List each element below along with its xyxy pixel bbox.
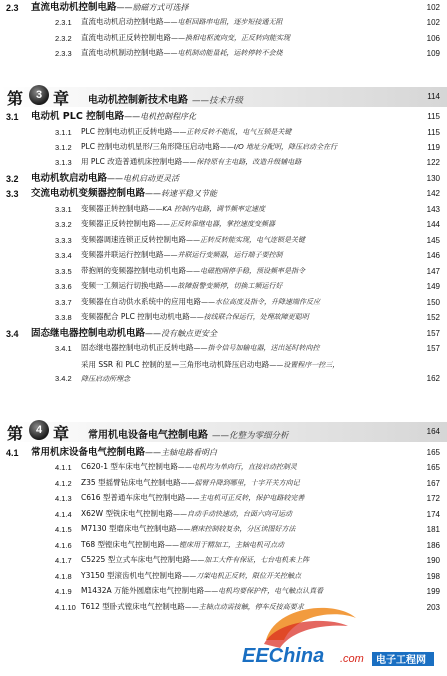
chapter-number-badge: 4 <box>29 420 49 440</box>
page-number: 167 <box>426 479 440 488</box>
subsection-note: ——镗床用于精加工，主轴电机可点动 <box>165 541 285 549</box>
page-number: 150 <box>426 298 440 307</box>
toc-subsection-row[interactable] <box>0 140 447 154</box>
logo-suffix-text: .com <box>340 653 364 665</box>
subsection-number: 4.1.1 <box>55 463 72 472</box>
chapter-zhang: 章 <box>53 89 70 108</box>
subsection-title: M1432A 万能外圆磨床电气控制电路——电机均要保护件，电气触点认真看 <box>81 586 324 595</box>
subsection-note: ——正转反转能实现，电气连锁是关键 <box>186 236 305 244</box>
subsection-note-continued: 降压启动所理念 <box>81 375 130 383</box>
page-number: 162 <box>426 374 440 383</box>
chapter-di: 第 <box>7 89 24 108</box>
chapter-note: ——化整为零细分析 <box>212 431 289 441</box>
subsection-number: 3.3.7 <box>55 298 72 307</box>
section-number: 3.4 <box>6 329 19 339</box>
toc-subsection-row[interactable] <box>0 155 447 169</box>
subsection-title: 用 PLC 改造普通机床控制电路——保持原有主电路，改造升级辅电路 <box>81 157 302 166</box>
subsection-number: 3.3.1 <box>55 205 72 214</box>
page-number: 199 <box>426 587 440 596</box>
page-number: 165 <box>426 463 440 472</box>
page-number: 147 <box>426 267 440 276</box>
subsection-title: 带抱闸的变频器控制电动机电路——电磁抱闸停手稳，预设频率是指令 <box>81 266 305 275</box>
toc-section-row[interactable] <box>0 0 447 14</box>
logo-cn-text: 电子工程网 <box>376 655 426 666</box>
subsection-number: 3.3.8 <box>55 313 72 322</box>
toc-subsection-row[interactable] <box>0 341 447 355</box>
page-number: 165 <box>426 448 440 457</box>
subsection-number: 2.3.3 <box>55 49 72 58</box>
page-number: 146 <box>426 251 440 260</box>
subsection-title: PLC 控制电动机正反转电路——正转反转不能乱，电气互锁是关键 <box>81 127 292 136</box>
subsection-title: C620-1 型车床电气控制电路——电机均为单向行，直接启动控制灵 <box>81 462 297 471</box>
subsection-title: 固态继电器控制电动机正反转电路——指令信号加输电器，送出延时转向控 <box>81 343 320 352</box>
subsection-number: 3.1.1 <box>55 128 72 137</box>
subsection-title: 变频一工频运行切换电路——故障报警变频停，切换工频运行好 <box>81 281 283 290</box>
subsection-note: ——换相电枢流向变，正反转向能实现 <box>171 34 290 42</box>
toc-subsection-row[interactable] <box>0 279 447 293</box>
toc-subsection-row[interactable] <box>0 217 447 231</box>
subsection-note: ——磨床控制较复杂，分区读图好方法 <box>176 525 296 533</box>
toc-subsection-row[interactable] <box>0 553 447 567</box>
subsection-note: ——加工大件有保证，七台电机来上阵 <box>190 556 310 564</box>
subsection-note: ——I/O 地址分配明，降压启动全在行 <box>219 143 338 151</box>
subsection-title: 变频器调速连锁正反转控制电路——正转反转能实现，电气连锁是关键 <box>81 235 305 244</box>
subsection-number: 4.1.6 <box>55 541 72 550</box>
page-number: 172 <box>426 494 440 503</box>
page-number: 157 <box>426 344 440 353</box>
chapter-heading[interactable] <box>0 419 447 445</box>
toc-subsection-row[interactable] <box>0 491 447 505</box>
page-number: 198 <box>426 572 440 581</box>
page-number: 174 <box>426 510 440 519</box>
chapter-title: 常用机电设备电气控制电路 ——化整为零细分析 <box>88 430 289 441</box>
section-note: ——没有触点更安全 <box>145 329 218 338</box>
subsection-number: 3.3.4 <box>55 251 72 260</box>
toc-section-row[interactable] <box>0 171 447 185</box>
subsection-number: 3.4.2 <box>55 374 72 383</box>
subsection-note: ——自动手动快速动，台面六向可运动 <box>172 510 292 518</box>
section-number: 2.3 <box>6 3 19 13</box>
subsection-title: 变频器正转控制电路——KA 控制内电路，调节频率定速度 <box>81 204 266 213</box>
section-note: ——电机控制程序化 <box>124 112 197 121</box>
subsection-number: 4.1.2 <box>55 479 72 488</box>
toc-section-row[interactable] <box>0 109 447 123</box>
page-number: 115 <box>427 112 440 121</box>
subsection-number: 4.1.3 <box>55 494 72 503</box>
subsection-note: ——保持原有主电路，改造升级辅电路 <box>182 158 302 166</box>
chapter-note: ——技术升级 <box>192 96 244 106</box>
page-number: 109 <box>426 49 440 58</box>
page-number: 106 <box>426 34 440 43</box>
page-number: 142 <box>426 189 440 198</box>
page-number: 145 <box>426 236 440 245</box>
subsection-title: 变频器在自动供水系统中的应用电路——水位高度及指令，升降速端作反应 <box>81 297 320 306</box>
subsection-number: 3.3.3 <box>55 236 72 245</box>
chapter-di: 第 <box>7 424 24 443</box>
page-number: 102 <box>426 18 440 27</box>
subsection-number: 3.1.2 <box>55 143 72 152</box>
subsection-number: 4.1.7 <box>55 556 72 565</box>
toc-subsection-row[interactable] <box>0 310 447 324</box>
subsection-note: ——电机均为单向行，直接启动控制灵 <box>177 463 297 471</box>
chapter-page-number: 164 <box>426 427 440 436</box>
chapter-zhang: 章 <box>53 424 70 443</box>
toc-subsection-row[interactable] <box>0 233 447 247</box>
subsection-title: T612 型卧式镗床电气控制电路——主轴点动需接触，停车反接高要求 <box>81 602 304 611</box>
subsection-number: 4.1.10 <box>55 603 76 612</box>
chapter-page-number: 114 <box>427 92 440 101</box>
subsection-number: 4.1.8 <box>55 572 72 581</box>
toc-subsection-row[interactable] <box>0 569 447 583</box>
section-note: ——电机启动更灵活 <box>107 174 180 183</box>
chapter-number-badge: 3 <box>29 85 49 105</box>
toc-subsection-row[interactable] <box>0 538 447 552</box>
page-number: 115 <box>427 128 440 137</box>
page-number: 149 <box>426 282 440 291</box>
section-title: 交流电动机变频器控制电路——转速平稳又节能 <box>31 188 218 199</box>
section-number: 3.2 <box>6 174 19 184</box>
subsection-title: M7130 型磨床电气控制电路——磨床控制较复杂，分区读图好方法 <box>81 524 296 533</box>
subsection-note: ——电磁抱闸停手稳，预设频率是指令 <box>186 267 305 275</box>
subsection-title: C5225 型立式车床电气控制电路——加工大件有保证，七台电机来上阵 <box>81 555 310 564</box>
subsection-title-continued <box>81 374 130 384</box>
page-number: 190 <box>426 556 440 565</box>
page-number: 102 <box>426 3 440 12</box>
subsection-number: 2.3.1 <box>55 18 72 27</box>
subsection-title: C616 型普通车床电气控制电路——主电机可正反转，保护电路较完善 <box>81 493 305 502</box>
toc-subsection-row[interactable] <box>0 522 447 536</box>
section-title: 常用机床设备电气控制电路——主轴电路看明白 <box>31 447 218 458</box>
toc-subsection-row[interactable] <box>0 31 447 45</box>
subsection-number: 4.1.4 <box>55 510 72 519</box>
section-note: ——励磁方式可选择 <box>116 3 189 12</box>
subsection-note: ——指令信号加输电器，送出延时转向控 <box>193 344 320 352</box>
page-number: 144 <box>426 220 440 229</box>
section-number: 4.1 <box>6 448 19 458</box>
subsection-title: X62W 型铣床电气控制电路——自动手动快速动，台面六向可运动 <box>81 509 292 518</box>
page-number: 157 <box>426 329 440 338</box>
subsection-number: 3.1.3 <box>55 158 72 167</box>
toc-subsection-row[interactable] <box>0 248 447 262</box>
subsection-note: ——正转反转不能乱，电气互锁是关键 <box>172 128 292 136</box>
subsection-title: 变频器并联运行控制电路——并联运行变频器，运行端子要控制 <box>81 250 283 259</box>
section-title: 电动机 PLC 控制电路——电机控制程序化 <box>31 111 197 122</box>
page-number: 143 <box>426 205 440 214</box>
subsection-note: ——水位高度及指令，升降速端作反应 <box>201 298 320 306</box>
subsection-number: 4.1.5 <box>55 525 72 534</box>
toc-section-row[interactable] <box>0 445 447 459</box>
toc-subsection-row[interactable] <box>0 15 447 29</box>
subsection-title: 直流电动机正反转控制电路——换相电枢流向变，正反转向能实现 <box>81 33 290 42</box>
subsection-note: ——电枢回路串电阻，逐步短接通无阻 <box>163 18 283 26</box>
section-number: 3.3 <box>6 189 19 199</box>
toc-subsection-row[interactable] <box>0 357 447 385</box>
logo-brand-text: EEChina <box>242 645 325 667</box>
subsection-note: ——并联运行变频器，运行端子要控制 <box>163 251 283 259</box>
subsection-number: 2.3.2 <box>55 34 72 43</box>
page-number: 186 <box>426 541 440 550</box>
toc-subsection-row[interactable] <box>0 46 447 60</box>
subsection-title: 直流电动机制动控制电路——电机制动能量耗，运转停转不会烧 <box>81 48 283 57</box>
toc-subsection-row[interactable] <box>0 295 447 309</box>
subsection-title: Y3150 型滚齿机电气控制电路——刀架电机正反转，限位开关控触点 <box>81 571 302 580</box>
subsection-title: Z35 型摇臂钻床电气控制电路——摇臂升降到哪里，十字开关方向记 <box>81 478 300 487</box>
toc-subsection-row[interactable] <box>0 264 447 278</box>
page-number: 119 <box>427 143 440 152</box>
section-title: 直流电动机控制电路——励磁方式可选择 <box>31 2 189 13</box>
subsection-note: ——电机均要保护件，电气触点认真看 <box>204 587 324 595</box>
subsection-note: ——接线联合保运行，处理故障更聪明 <box>189 313 309 321</box>
toc-subsection-row[interactable] <box>0 460 447 474</box>
section-note: ——主轴电路看明白 <box>145 448 218 457</box>
page-number: 152 <box>426 313 440 322</box>
toc-subsection-row[interactable] <box>0 202 447 216</box>
subsection-number: 4.1.9 <box>55 587 72 596</box>
toc-subsection-row[interactable] <box>0 584 447 598</box>
page-number: 181 <box>426 525 440 534</box>
subsection-title: 采用 SSR 和 PLC 控制的星—三角形电动机降压启动电路——设置程序一控三， <box>81 360 340 369</box>
page-number: 203 <box>426 603 440 612</box>
page-number: 130 <box>426 174 440 183</box>
subsection-title: PLC 控制电动机星形/三角形降压启动电路——I/O 地址分配明，降压启动全在行 <box>81 142 338 151</box>
subsection-note: ——设置程序一控三， <box>269 361 340 369</box>
section-number: 3.1 <box>6 112 19 122</box>
toc-section-row[interactable] <box>0 186 447 200</box>
subsection-title: T68 型镗床电气控制电路——镗床用于精加工，主轴电机可点动 <box>81 540 285 549</box>
subsection-number: 3.3.6 <box>55 282 72 291</box>
toc-subsection-row[interactable] <box>0 476 447 490</box>
subsection-title: 直流电动机启动控制电路——电枢回路串电阻，逐步短接通无阻 <box>81 17 283 26</box>
section-note: ——转速平稳又节能 <box>145 189 218 198</box>
eechina-logo <box>236 600 441 672</box>
subsection-note: ——电机制动能量耗，运转停转不会烧 <box>163 49 283 57</box>
chapter-title: 电动机控制新技术电路 ——技术升级 <box>88 95 244 106</box>
subsection-note: ——刀架电机正反转，限位开关控触点 <box>182 572 302 580</box>
section-title: 电动机软启动电路——电机启动更灵活 <box>31 173 180 184</box>
page-number: 122 <box>426 158 440 167</box>
toc-subsection-row[interactable] <box>0 507 447 521</box>
subsection-note: ——正反转靠继电器，掌控速度变频器 <box>156 220 275 228</box>
subsection-note: ——摇臂升降到哪里，十字开关方向记 <box>180 479 300 487</box>
toc-subsection-row[interactable] <box>0 125 447 139</box>
subsection-number: 3.3.2 <box>55 220 72 229</box>
section-title: 固态继电器控制电动机电路——没有触点更安全 <box>31 328 218 339</box>
subsection-note: ——主轴点动需接触，停车反接高要求 <box>184 603 304 611</box>
subsection-number: 3.4.1 <box>55 344 72 353</box>
subsection-note: ——KA 控制内电路，调节频率定速度 <box>148 205 266 213</box>
chapter-heading[interactable] <box>0 84 447 110</box>
subsection-note: ——故障报警变频停，切换工频运行好 <box>163 282 283 290</box>
subsection-number: 3.3.5 <box>55 267 72 276</box>
subsection-note: ——主电机可正反转，保护电路较完善 <box>185 494 305 502</box>
toc-section-row[interactable] <box>0 326 447 340</box>
subsection-title: 变频器配合 PLC 控制电动机电路——接线联合保运行，处理故障更聪明 <box>81 312 309 321</box>
subsection-title: 变频器正反转控制电路——正反转靠继电器，掌控速度变频器 <box>81 219 275 228</box>
